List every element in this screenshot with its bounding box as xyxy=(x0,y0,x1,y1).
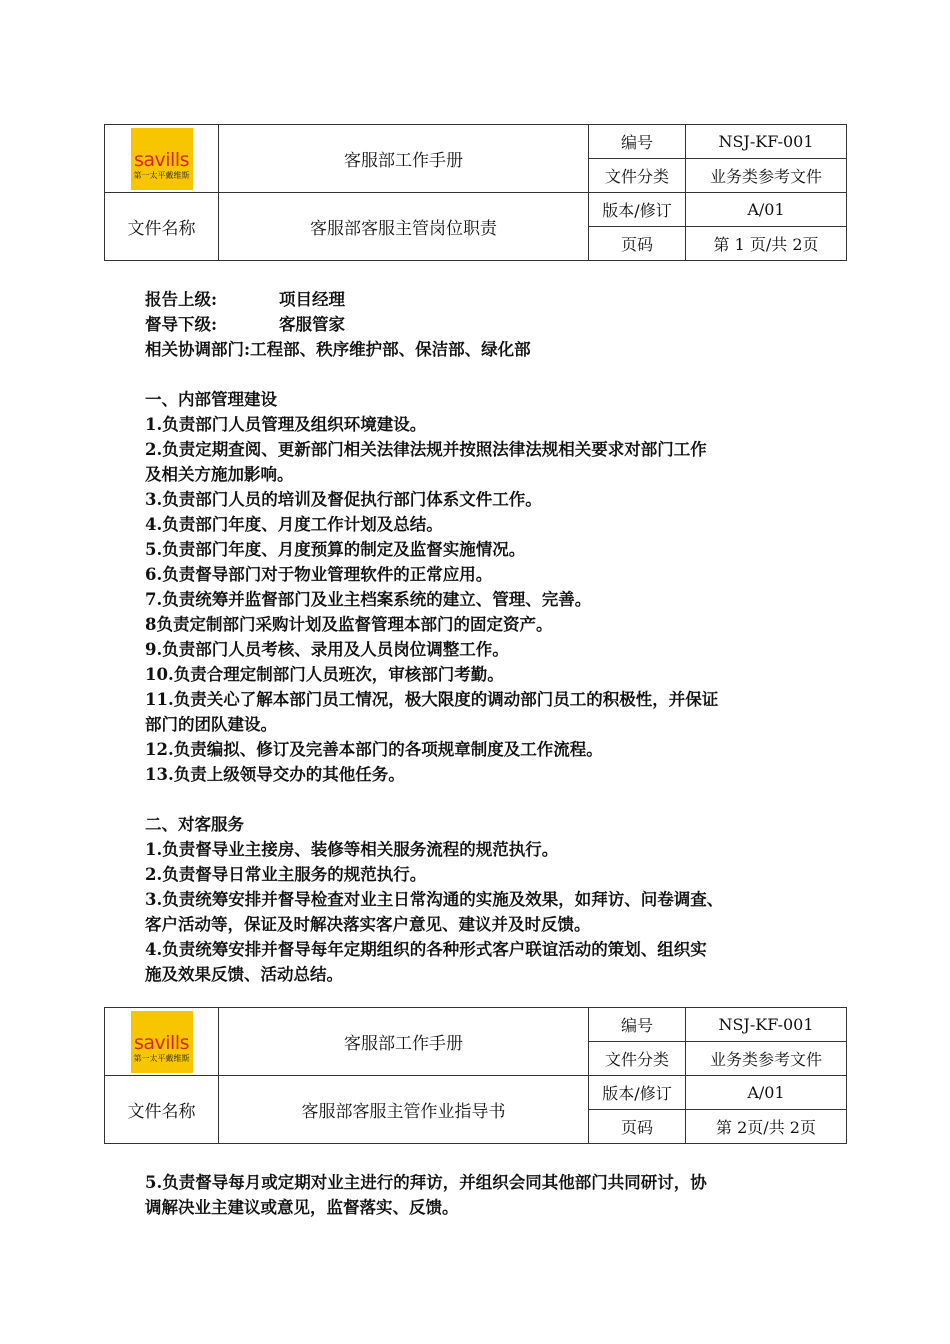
body-line: 12.负责编拟、修订及完善本部门的各项规章制度及工作流程。 xyxy=(145,740,603,759)
supervise-label: 督导下级: xyxy=(145,315,218,334)
file-name: 客服部客服主管作业指导书 xyxy=(219,1076,589,1144)
document-body xyxy=(145,287,825,987)
body-line: 1.负责部门人员管理及组织环境建设。 xyxy=(145,415,427,434)
body-line: 7.负责统筹并监督部门及业主档案系统的建立、管理、完善。 xyxy=(145,590,592,609)
page-label: 页码 xyxy=(589,1110,686,1144)
section1-list xyxy=(145,412,825,787)
body-line: 13.负责上级领导交办的其他任务。 xyxy=(145,765,405,784)
page-label: 页码 xyxy=(589,227,686,261)
version-label: 版本/修订 xyxy=(589,1076,686,1110)
body-line: 8负责定制部门采购计划及监督管理本部门的固定资产。 xyxy=(145,615,553,634)
number-value: NSJ-KF-001 xyxy=(686,1008,847,1042)
category-label: 文件分类 xyxy=(589,1042,686,1076)
logo-brand-text: savills xyxy=(133,1031,190,1054)
body-line: 部门的团队建设。 xyxy=(145,715,277,734)
body-line: 及相关方施加影响。 xyxy=(145,465,294,484)
logo-cell xyxy=(105,1008,219,1076)
category-value: 业务类参考文件 xyxy=(686,1042,847,1076)
body-line: 调解决业主建议或意见，监督落实、反馈。 xyxy=(145,1198,459,1217)
version-value: A/01 xyxy=(686,193,847,227)
report-to-label: 报告上级: xyxy=(145,290,218,309)
body-line: 2.负责定期查阅、更新部门相关法律法规并按照法律法规相关要求对部门工作 xyxy=(145,440,707,459)
body-line: 11.负责关心了解本部门员工情况，极大限度的调动部门员工的积极性，并保证 xyxy=(145,690,719,709)
file-name: 客服部客服主管岗位职责 xyxy=(219,193,589,261)
logo-sub-text: 第一太平戴维斯 xyxy=(133,170,190,180)
body-line: 4.负责部门年度、月度工作计划及总结。 xyxy=(145,515,443,534)
body-line: 1.负责督导业主接房、装修等相关服务流程的规范执行。 xyxy=(145,840,559,859)
document-header-table xyxy=(104,1007,847,1144)
body-line: 5.负责督导每月或定期对业主进行的拜访，并组织会同其他部门共同研讨，协 xyxy=(145,1173,707,1192)
logo-sub-text: 第一太平戴维斯 xyxy=(133,1053,190,1063)
body-line: 9.负责部门人员考核、录用及人员岗位调整工作。 xyxy=(145,640,509,659)
page2-list xyxy=(145,1170,825,1220)
body-line: 6.负责督导部门对于物业管理软件的正常应用。 xyxy=(145,565,493,584)
supervise-value: 客服管家 xyxy=(279,315,345,334)
report-to-value: 项目经理 xyxy=(279,290,345,309)
related-line xyxy=(145,337,825,362)
file-name-label: 文件名称 xyxy=(105,1076,219,1144)
related-label: 相关协调部门: xyxy=(145,340,251,359)
number-label: 编号 xyxy=(589,125,686,159)
page-value: 第 2页/共 2页 xyxy=(686,1110,847,1144)
report-to-line xyxy=(145,287,825,312)
body-line: 施及效果反馈、活动总结。 xyxy=(145,965,343,984)
file-name-label: 文件名称 xyxy=(105,193,219,261)
body-line: 5.负责部门年度、月度预算的制定及监督实施情况。 xyxy=(145,540,526,559)
category-value: 业务类参考文件 xyxy=(686,159,847,193)
supervise-line xyxy=(145,312,825,337)
body-line: 3.负责统筹安排并督导检查对业主日常沟通的实施及效果，如拜访、问卷调查、 xyxy=(145,890,724,909)
document-header-table xyxy=(104,124,847,261)
version-value: A/01 xyxy=(686,1076,847,1110)
body-line: 10.负责合理定制部门人员班次，审核部门考勤。 xyxy=(145,665,504,684)
version-label: 版本/修订 xyxy=(589,193,686,227)
body-line: 4.负责统筹安排并督导每年定期组织的各种形式客户联谊活动的策划、组织实 xyxy=(145,940,707,959)
savills-logo xyxy=(131,1011,193,1073)
body-line: 3.负责部门人员的培训及督促执行部门体系文件工作。 xyxy=(145,490,542,509)
logo-brand-text: savills xyxy=(133,148,190,171)
number-value: NSJ-KF-001 xyxy=(686,125,847,159)
logo-cell xyxy=(105,125,219,193)
body-line: 2.负责督导日常业主服务的规范执行。 xyxy=(145,865,427,884)
section-title: 一、内部管理建设 xyxy=(145,390,277,409)
body-line: 客户活动等，保证及时解决落实客户意见、建议并及时反馈。 xyxy=(145,915,591,934)
number-label: 编号 xyxy=(589,1008,686,1042)
document-body-page2 xyxy=(145,1170,825,1220)
section-title: 二、对客服务 xyxy=(145,815,244,834)
page-value: 第 1 页/共 2页 xyxy=(686,227,847,261)
category-label: 文件分类 xyxy=(589,159,686,193)
savills-logo xyxy=(131,128,193,190)
related-value: 工程部、秩序维护部、保洁部、绿化部 xyxy=(250,340,531,359)
section2-list xyxy=(145,837,825,987)
manual-title: 客服部工作手册 xyxy=(219,125,589,193)
manual-title: 客服部工作手册 xyxy=(219,1008,589,1076)
